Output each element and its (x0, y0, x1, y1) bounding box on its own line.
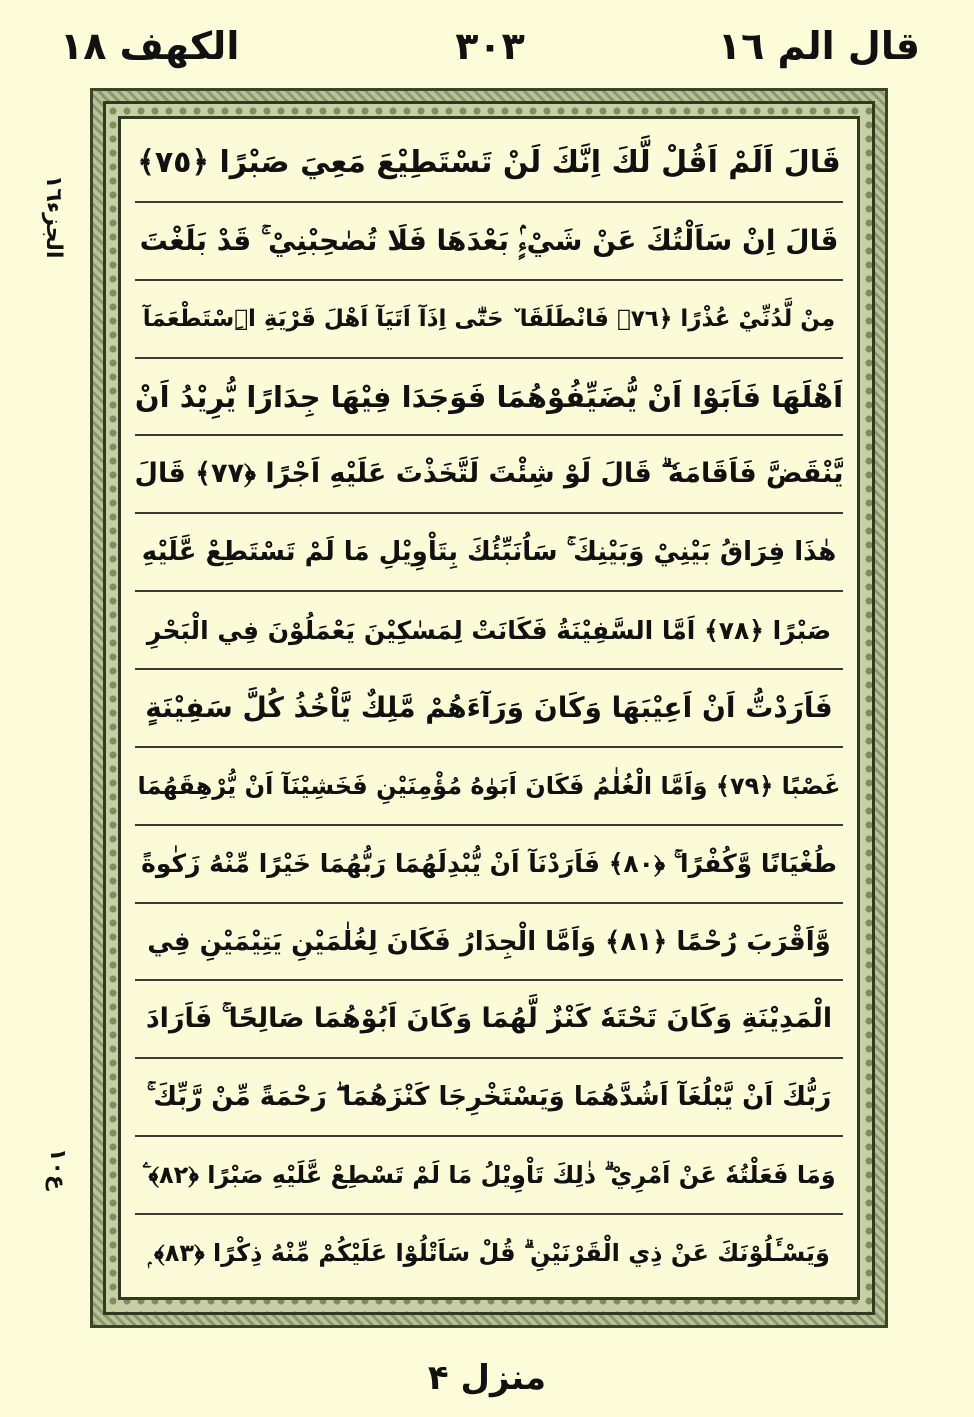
verse-line: قَالَ اِنْ سَاَلْتُكَ عَنْ شَيْءٍۢ بَعْدَهَا فَلَا تُصٰحِبْنِيْ ۚ قَدْ بَلَغْتَ (135, 203, 843, 281)
page-header (60, 22, 920, 72)
margin-ruku-label: ع١٠ (45, 1148, 70, 1190)
verse-line: يَّنْقَضَّ فَاَقَامَهٗ ۗ قَالَ لَوْ شِئْتَ لَتَّخَذْتَ عَلَيْهِ اَجْرًا ﴿٧٧﴾ قَالَ (135, 436, 843, 514)
manzil-label: منزل ۴ (427, 1358, 547, 1398)
surah-name: الكهف ١٨ (60, 24, 240, 68)
page-number: ٣٠٣ (455, 24, 525, 68)
verse-line: اَهْلَهَا فَاَبَوْا اَنْ يُّضَيِّفُوْهُمَا فَوَجَدَا فِيْهَا جِدَارًا يُّرِيْدُ اَنْ (135, 359, 843, 437)
verse-line: فَاَرَدْتُّ اَنْ اَعِيْبَهَا وَكَانَ وَرَآءَهُمْ مَّلِكٌ يَّاْخُذُ كُلَّ سَفِيْنَةٍ (135, 670, 843, 748)
decorative-border (90, 88, 888, 1328)
verse-line: غَصْبًا ﴿٧٩﴾ وَاَمَّا الْغُلٰمُ فَكَانَ اَبَوٰهُ مُؤْمِنَيْنِ فَخَشِيْنَآ اَنْ يُّرْهِقَهُمَا (135, 748, 843, 826)
verse-line: وَمَا فَعَلْتُهٗ عَنْ اَمْرِيْ ۗ ذٰلِكَ تَاْوِيْلُ مَا لَمْ تَسْطِعْ عَّلَيْهِ صَبْرًا ﴿٨٢﴾ ۧ (135, 1137, 843, 1215)
border-pattern (103, 101, 875, 1315)
margin-juz-label: الجزء١٦ (41, 175, 66, 259)
verse-line: هٰذَا فِرَاقُ بَيْنِيْ وَبَيْنِكَ ۚ سَاُنَبِّئُكَ بِتَاْوِيْلِ مَا لَمْ تَسْتَطِعْ عَّلَيْهِ (135, 514, 843, 592)
verse-line: قَالَ اَلَمْ اَقُلْ لَّكَ اِنَّكَ لَنْ تَسْتَطِيْعَ مَعِيَ صَبْرًا ﴿٧٥﴾ (135, 125, 843, 203)
verse-panel (118, 116, 860, 1300)
verse-line: الْمَدِيْنَةِ وَكَانَ تَحْتَهٗ كَنْزٌ لَّهُمَا وَكَانَ اَبُوْهُمَا صَالِحًا ۚ فَاَرَادَ (135, 981, 843, 1059)
verse-line: صَبْرًا ﴿٧٨﴾ اَمَّا السَّفِيْنَةُ فَكَانَتْ لِمَسٰكِيْنَ يَعْمَلُوْنَ فِي الْبَحْرِ (135, 592, 843, 670)
verse-line: رَبُّكَ اَنْ يَّبْلُغَآ اَشُدَّهُمَا وَيَسْتَخْرِجَا كَنْزَهُمَا ۖ رَحْمَةً مِّنْ رَّبِّكَ ۚ (135, 1059, 843, 1137)
verse-line: مِنْ لَّدُنِّيْ عُذْرًا ﴿٧٦﴾ فَانْطَلَقَا ٚ حَتّٰٓى اِذَآ اَتَيَآ اَهْلَ قَرْيَةِ اِۨسْتَطْعَمَآ (135, 281, 843, 359)
juz-name: قال الم ١٦ (717, 24, 920, 68)
verse-line: طُغْيَانًا وَّكُفْرًا ۚ ﴿٨٠﴾ فَاَرَدْنَآ اَنْ يُّبْدِلَهُمَا رَبُّهُمَا خَيْرًا مِّنْهُ زَكٰوةً (135, 826, 843, 904)
verse-line: وَّاَقْرَبَ رُحْمًا ﴿٨١﴾ وَاَمَّا الْجِدَارُ فَكَانَ لِغُلٰمَيْنِ يَتِيْمَيْنِ فِي (135, 904, 843, 982)
verse-line: وَيَسْـَٔلُوْنَكَ عَنْ ذِي الْقَرْنَيْنِ ۗ قُلْ سَاَتْلُوْا عَلَيْكُمْ مِّنْهُ ذِكْرًا ﴿٨٣﴾ ۭ (148, 1238, 830, 1267)
